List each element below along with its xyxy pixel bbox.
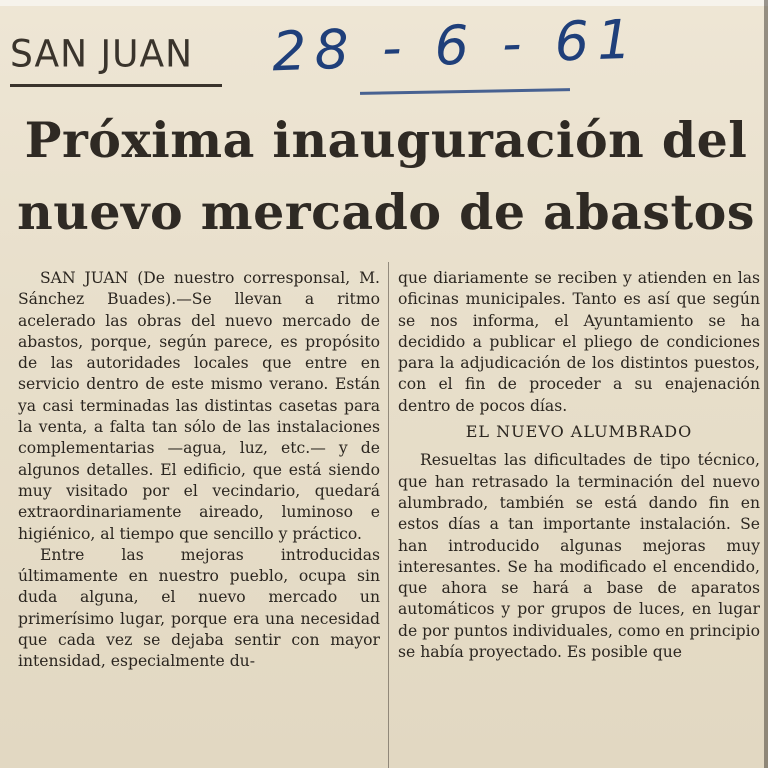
clipping-right-edge (764, 0, 768, 768)
article-paragraph: que diariamente se reciben y atienden en las oficinas municipales. Tanto es así que según se nos informa, el Ayuntamiento se ha decidido a publicar el pliego de condiciones para la adjudicación de los distintos puestos, con el fin de proceder a su enajenación dentro de pocos días. (398, 269, 760, 415)
handwritten-underline (360, 88, 570, 95)
article-column-left (18, 268, 380, 673)
article-subheading: EL NUEVO ALUMBRADO (465, 422, 693, 442)
article-column-right (398, 268, 760, 663)
handwritten-date: 28 - 6 - 61 (271, 7, 641, 84)
headline (8, 104, 764, 248)
section-rule (10, 84, 222, 87)
article-paragraph: SAN JUAN (De nuestro corresponsal, M. Sánchez Buades).—Se llevan a ritmo acelerado las obras del nuevo mercado de abastos, porque, según parece, es propósito de las autoridades locales que entre en servicio dentro de este mismo verano. Están ya casi terminadas las distintas casetas para la venta, a falta tan sólo de las instalaciones complementarias —agua, luz, etc.— y de algunos detalles. El edificio, que está siendo muy visitado por el vecindario, quedará extraordinariamente aireado, luminoso e higiénico, al tiempo que sencillo y práctico. (18, 269, 380, 543)
article-paragraph: Resueltas las dificultades de tipo técnico, que han retrasado la terminación del nuevo alumbrado, también se está dando fin en estos días a tan importante instalación. Se han introducido algunas mejoras muy interesantes. Se ha modificado el encendido, que ahora se hará a base de aparatos automáticos y por grupos de luces, en lugar de por puntos individuales, como en principio se había proyectado. Es posible que (398, 451, 760, 662)
section-label: SAN JUAN (10, 32, 194, 77)
article-paragraph: Entre las mejoras introducidas últimamente en nuestro pueblo, ocupa sin duda alguna, el nuevo mercado un primerísimo lugar, porque era una necesidad que cada vez se dejaba sentir con mayor intensidad, especialmente du- (18, 545, 380, 671)
headline-line-1: Próxima inauguración del (24, 111, 748, 169)
column-divider (388, 262, 389, 768)
headline-line-2: nuevo mercado de abastos (17, 183, 755, 241)
clipping-top-edge (0, 0, 768, 6)
